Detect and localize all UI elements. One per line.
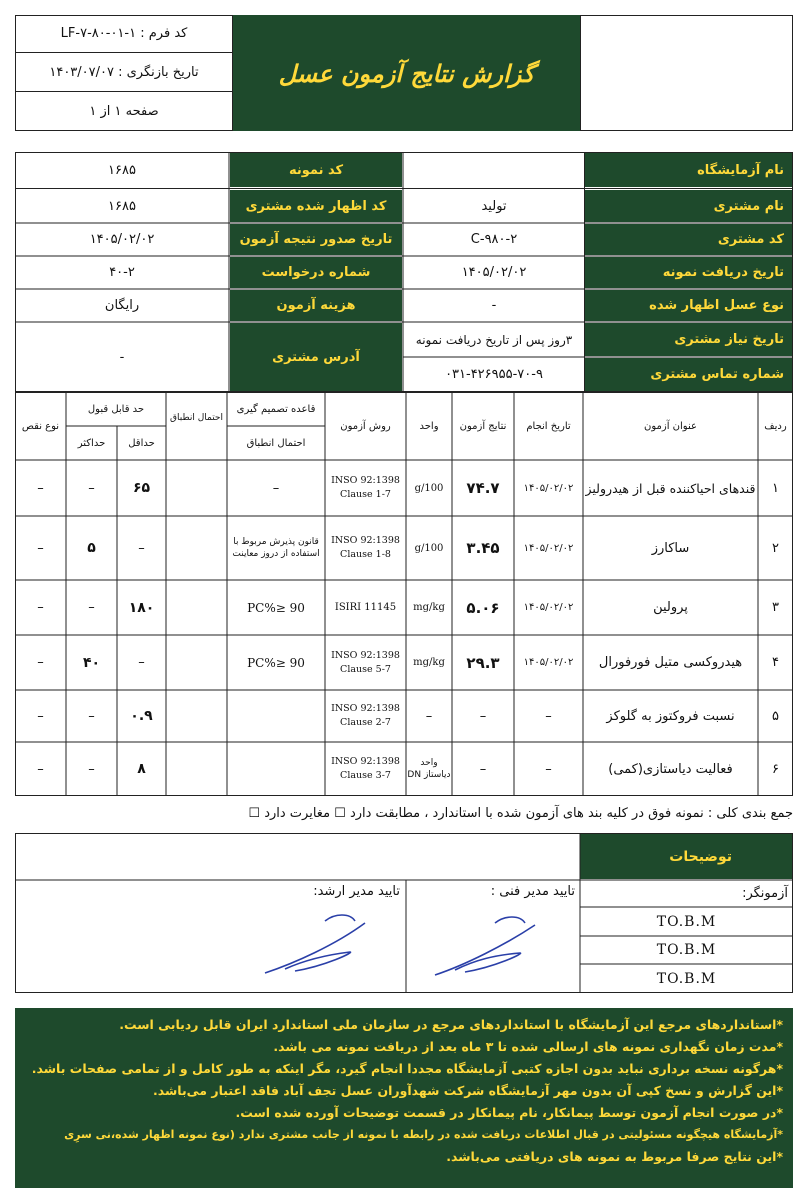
sample-code-value: ۱۶۸۵: [108, 162, 136, 178]
table-row-3-title: پرولین: [653, 600, 688, 615]
table-row-4-defect: –: [37, 655, 44, 670]
note-2: *مدت زمان نگهداری نمونه های ارسالی شده تا ۳ ماه بعد از دریافت نمونه می باشد.: [273, 1039, 783, 1054]
table-row-6-result: –: [479, 761, 487, 777]
revision-date: تاریخ بازنگری : ۱۴۰۳/۰۷/۰۷: [15, 53, 233, 92]
method-standard: INSO 92:1398: [331, 756, 400, 767]
request-no-label: شماره درخواست: [230, 257, 402, 288]
table-row-5-min: ۰.۹: [130, 708, 153, 724]
table-row-1-date: ۱۴۰۵/۰۲/۰۲: [523, 482, 574, 494]
summary-text: جمع بندی کلی : نمونه فوق در کلیه بند های آزمون شده با استاندارد ، مطابقت دارد ☐ مغایرت دارد ☐: [248, 806, 793, 821]
table-row-2-title: ساکارز: [651, 540, 690, 556]
table-row-4-rule: PC%≥ 90: [247, 655, 305, 670]
table-row-3-n: ۳: [772, 600, 779, 615]
table-row-3-min: ۱۸۰: [128, 599, 155, 616]
table-row-5-title: نسبت فروکتوز به گلوکز: [606, 708, 735, 724]
need-date-value: ۳روز پس از تاریخ دریافت نمونه: [415, 332, 573, 347]
table-row-3-rule: PC%≥ 90: [247, 600, 305, 615]
table-row-2-rule: قانون پذیرش مربوط با استفاده از دروز معاینت: [232, 537, 320, 559]
client-code-value: C-۹۸۰-۲: [470, 232, 518, 247]
table-row-3-max: –: [88, 600, 95, 615]
table-row-4-date: ۱۴۰۵/۰۲/۰۲: [523, 657, 574, 668]
col-title: عنوان آزمون: [644, 420, 697, 432]
table-row-4-title: هیدروکسی متیل فورفورال: [598, 655, 743, 670]
table-row-5-n: ۵: [772, 708, 779, 724]
table-row-1-result: ۷۴.۷: [466, 479, 500, 497]
page-number: صفحه ۱ از ۱: [89, 104, 159, 119]
table-row-6-title: فعالیت دیاستازی(کمی): [608, 761, 733, 777]
table-row-6-unit: واحد دیاستاز DN: [407, 758, 451, 780]
col-unit: واحد: [419, 420, 439, 432]
client-name-value: تولید: [481, 198, 507, 214]
table-row-4-n: ۴: [772, 655, 779, 670]
honey-type-label: نوع عسل اظهار شده: [585, 290, 792, 321]
table-row-2-n: ۲: [772, 540, 779, 556]
issue-date-value: ۱۴۰۵/۰۲/۰۲: [89, 232, 155, 247]
col-rule: قاعده تصمیم گیری: [236, 403, 316, 415]
notes-label: توضیحات: [580, 834, 792, 879]
table-row-5-unit: –: [425, 708, 433, 724]
note-3: *هرگونه نسخه برداری نباید بدون اجازه کتبی آزمایشگاه مجددا انجام گیرد، مگر اینکه به طور کامل و از تمامی صفحات باشد.: [31, 1061, 783, 1076]
senior-manager-label: تایید مدیر ارشد:: [313, 884, 400, 899]
need-date-label: تاریخ نیاز مشتری: [585, 323, 792, 356]
declared-code-value: ۱۶۸۵: [108, 198, 136, 214]
method-clause: Clause 1-8: [340, 549, 391, 560]
method-clause: Clause 3-7: [340, 770, 391, 781]
disclaimer-notes: [15, 1008, 793, 1188]
table-row-1-unit: g/100: [414, 482, 444, 494]
table-row-2-max: ۵: [87, 540, 96, 556]
table-row-4-max: ۴۰: [82, 654, 101, 671]
col-rule-sub: احتمال انطباق: [246, 437, 306, 449]
table-row-3-unit: mg/kg: [413, 602, 445, 613]
table-row-2-defect: –: [37, 540, 44, 556]
col-result: نتایج آزمون: [459, 420, 507, 432]
table-row-2-min: –: [138, 540, 145, 556]
tester-label: آزمونگر:: [742, 886, 788, 901]
note-7: *این نتایج صرفا مربوط به نمونه های دریافتی می‌باشد.: [446, 1149, 783, 1164]
method-clause: Clause 2-7: [340, 717, 391, 728]
honey-type-value: -: [491, 298, 497, 313]
note-6: *آزمایشگاه هیچگونه مسئولیتی در قبال اطلاعات دریافت شده در رابطه با نمونه از جانب مشتری ندارد (نوع نمونه اظهار شده،نی سرِی: [64, 1128, 783, 1141]
table-row-2-unit: g/100: [414, 542, 444, 554]
method-clause: Clause 5-7: [340, 663, 391, 675]
table-row-1-rule: –: [272, 480, 280, 496]
lab-name-label: نام آزمایشگاه: [585, 153, 792, 187]
table-row-1-n: ۱: [772, 480, 779, 496]
senior-manager-signature: [255, 905, 385, 985]
method-standard: INSO 92:1398: [331, 535, 400, 546]
table-row-4-min: –: [138, 655, 145, 670]
receive-date-value: ۱۴۰۵/۰۲/۰۲: [461, 265, 527, 280]
table-row-5-max: –: [88, 708, 95, 724]
report-title: گزارش نتایج آزمون عسل: [233, 15, 580, 131]
col-date: تاریخ انجام: [526, 420, 571, 432]
col-limit: حد قابل قبول: [87, 403, 145, 415]
table-row-2-date: ۱۴۰۵/۰۲/۰۲: [523, 542, 574, 554]
address-label: آدرس مشتری: [230, 323, 402, 391]
cost-label: هزینه آزمون: [230, 290, 402, 321]
issue-date-label: تاریخ صدور نتیجه آزمون: [230, 224, 402, 255]
request-no-value: ۴۰-۲: [109, 265, 135, 280]
col-min: حداقل: [128, 437, 155, 449]
declared-code-label: کد اظهار شده مشتری: [230, 190, 402, 222]
col-max: حداکثر: [77, 437, 106, 449]
table-row-6-n: ۶: [772, 761, 779, 777]
tech-manager-label: تایید مدیر فنی :: [490, 884, 575, 899]
col-row: ردیف: [764, 420, 787, 432]
client-name-label: نام مشتری: [585, 190, 792, 222]
tester-signature-3: TO.B.M: [656, 970, 717, 987]
table-row-2-result: ۳.۴۵: [466, 539, 500, 557]
table-row-6-min: ۸: [137, 761, 146, 777]
method-standard: INSO 92:1398: [331, 649, 400, 661]
table-row-3-date: ۱۴۰۵/۰۲/۰۲: [523, 602, 574, 613]
form-code: کد فرم : ۱-۰۱-۸۰-۷-LF: [15, 15, 233, 53]
col-defect: نوع نقص: [21, 420, 60, 432]
table-row-1-title: قندهای احیاکننده قبل از هیدرولیز: [585, 480, 756, 496]
client-code-label: کد مشتری: [585, 224, 792, 255]
table-row-3-result: ۵.۰۶: [466, 598, 500, 617]
cost-value: رایگان: [104, 298, 140, 313]
tech-manager-signature: [425, 905, 555, 985]
table-row-5-defect: –: [37, 708, 44, 724]
tester-signature-1: TO.B.M: [656, 913, 717, 930]
table-row-6-max: –: [88, 761, 95, 777]
note-5: *در صورت انجام آزمون توسط پیمانکار، نام پیمانکار در قسمت توضیحات آورده شده است.: [235, 1105, 783, 1120]
method-standard: INSO 92:1398: [331, 475, 400, 486]
method-standard: ISIRI 11145: [334, 602, 397, 613]
table-row-6-defect: –: [37, 761, 44, 777]
table-row-3-defect: –: [37, 600, 44, 615]
table-row-4-unit: mg/kg: [413, 657, 445, 668]
table-row-5-result: –: [479, 708, 487, 724]
table-row-4-result: ۲۹.۳: [466, 653, 500, 672]
table-row-5-date: –: [545, 708, 552, 724]
contact-label: شماره تماس مشتری: [585, 358, 792, 391]
table-row-1-min: ۶۵: [132, 480, 151, 496]
note-4: *این گزارش و نسخ کپی آن بدون مهر آزمایشگاه شرکت شهدآوران عسل تجف آباد فاقد اعتبار می‌باشد.: [153, 1083, 783, 1098]
method-clause: Clause 1-7: [340, 489, 391, 500]
method-standard: INSO 92:1398: [331, 703, 400, 714]
table-row-6-date: –: [545, 761, 552, 777]
sample-code-label: کد نمونه: [230, 153, 402, 187]
table-row-1-max: –: [88, 480, 95, 496]
tester-signature-2: TO.B.M: [656, 942, 717, 958]
receive-date-label: تاریخ دریافت نمونه: [585, 257, 792, 288]
table-row-1-defect: –: [37, 480, 44, 496]
address-value: -: [119, 349, 125, 365]
contact-value: ۰۳۱-۴۲۶۹۵۵-۷۰-۹: [445, 367, 543, 382]
col-method: روش آزمون: [340, 420, 391, 432]
col-prob: احتمال انطباق: [170, 413, 223, 423]
note-1: *استانداردهای مرجع این آزمایشگاه با استانداردهای مرجع در سازمان ملی استاندارد ایران قابل ردیابی است.: [119, 1017, 783, 1032]
